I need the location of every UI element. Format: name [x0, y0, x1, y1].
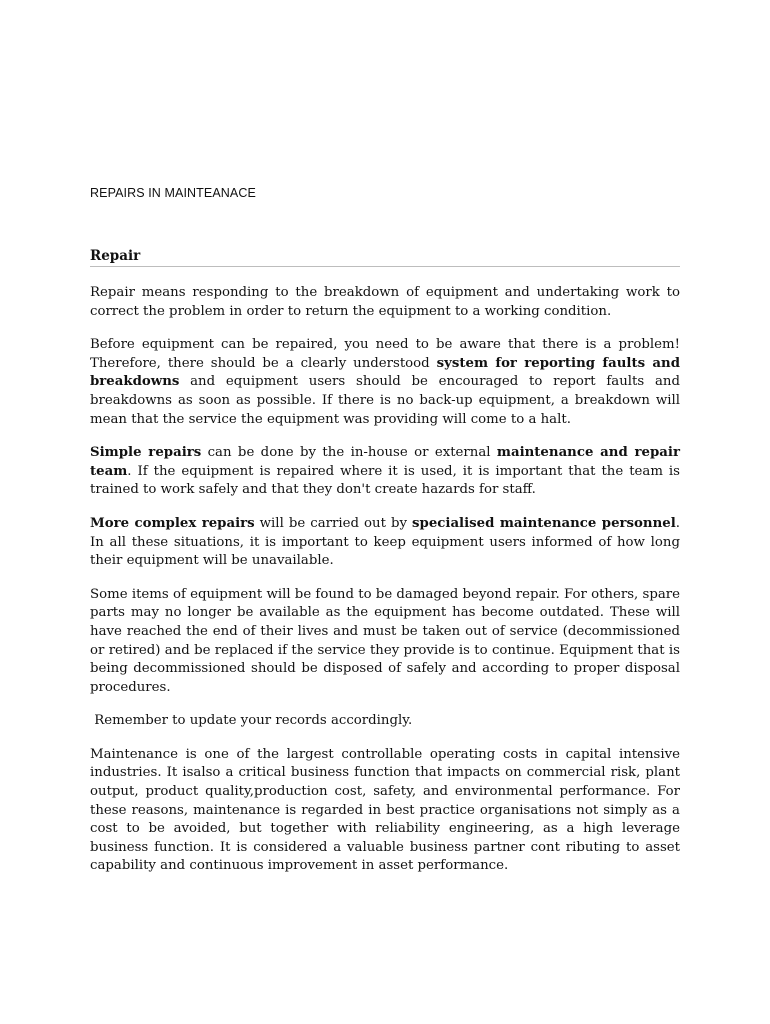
bold-phrase: Simple repairs [90, 445, 202, 461]
paragraph-maintenance-costs: Maintenance is one of the largest controllable operating costs in capital intensive industries. It isalso a critical business function that impacts on commercial risk, plant output, product quality,production cost, safety, and environmental performance. For these reasons, maintenance is regarded in best practice organisations not simply as a cost to be avoided, but together with reliability engineering, as a high leverage business function. It is considered a valuable business partner cont ributing to asset capability and continuous improvement in asset performance. [90, 746, 680, 874]
paragraph-text: will be carried out by [254, 515, 413, 531]
paragraph-repair-definition: Repair means responding to the breakdown of equipment and undertaking work to correct the problem in order to return the equipment to a working condition. [90, 285, 680, 319]
paragraph-text: Before equipment can be repaired, you need to be aware that there is a problem! Therefore, there should be a clearly understood [90, 337, 680, 371]
paragraph-reporting-faults [90, 336, 680, 429]
bold-phrase: More complex repairs [90, 515, 255, 531]
paragraph-text: . If the equipment is repaired where it is used, it is important that the team is trained to work safely and that they don't create hazards for staff. [90, 463, 680, 498]
document-body [90, 284, 680, 891]
paragraph-update-records: Remember to update your records accordingly. [90, 713, 413, 729]
paragraph-text: . In all these situations, it is important to keep equipment users informed of how long their equipment will be unavailable. [90, 515, 680, 569]
section-heading-repair: Repair [90, 248, 680, 267]
bold-phrase: maintenance and repair team [90, 445, 680, 479]
paragraph-simple-repairs [90, 444, 680, 500]
bold-phrase: specialised maintenance personnel [412, 515, 676, 531]
paragraph-complex-repairs [90, 515, 680, 571]
bold-phrase: system for reporting faults and breakdowns [90, 355, 680, 390]
paragraph-beyond-repair: Some items of equipment will be found to be damaged beyond repair. For others, spare parts may no longer be available as the equipment has become outdated. These will have reached the end of their lives and must be taken out of service (decommissioned or retired) and be replaced if the service they provide is to continue. Equipment that is being decommissioned should be disposed of safely and according to proper disposal procedures. [90, 586, 680, 695]
document-title: REPAIRS IN MAINTEANACE [90, 186, 256, 200]
paragraph-text: can be done by the in-house or external [201, 445, 497, 461]
paragraph-text: and equipment users should be encouraged to report faults and breakdowns as soon as possible. If there is no back-up equipment, a breakdown will mean that the service the equipment was providing will come to a halt. [90, 374, 680, 427]
